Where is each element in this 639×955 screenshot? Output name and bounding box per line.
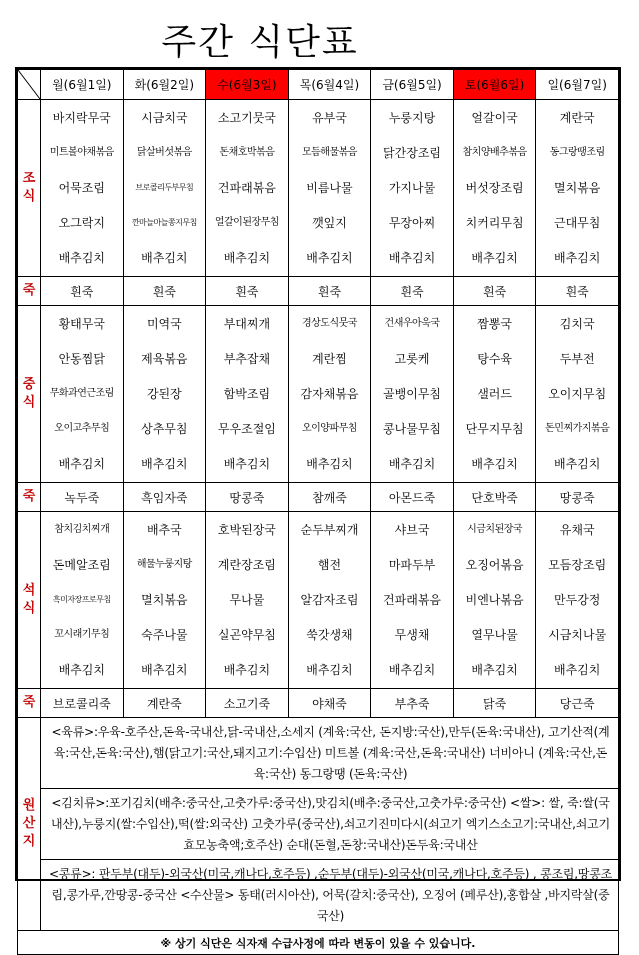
lunch-cell — [123, 306, 206, 483]
menu-table — [17, 69, 619, 955]
dish-item: 무화과연근조림 — [49, 387, 114, 399]
breakfast-juk-row — [18, 277, 619, 306]
breakfast-cell — [41, 100, 124, 277]
dish-item: 계란찜 — [312, 351, 347, 366]
dish-item: 배추김치 — [388, 251, 436, 266]
breakfast-cell — [453, 100, 536, 277]
page-title: 주간 식단표 — [161, 22, 359, 63]
juk-item: 참깨죽 — [288, 483, 371, 512]
dish-item: 모듬장조림 — [548, 557, 607, 572]
dish-item: 얼갈이된장무침 — [214, 217, 279, 229]
dish-item: 건파래볶음 — [383, 592, 442, 607]
dish-item: 참치양배추볶음 — [462, 146, 527, 158]
dinner-cell — [123, 512, 206, 689]
notice-text: ※ 상기 식단은 식자재 수급사정에 따라 변동이 있을 수 있습니다. — [18, 931, 619, 955]
dish-item: 소고기뭇국 — [217, 110, 276, 125]
dish-item: 멸치볶음 — [554, 180, 601, 195]
breakfast-cell — [536, 100, 619, 277]
dish-item: 상추무침 — [141, 422, 188, 437]
day-header-row — [18, 70, 619, 100]
dinner-cell — [206, 512, 289, 689]
dish-item: 김치국 — [559, 316, 595, 331]
dish-item: 강된장 — [146, 386, 182, 401]
dish-item: 오이고추무침 — [54, 423, 110, 435]
juk-item: 당근죽 — [536, 689, 619, 718]
dinner-cell — [536, 512, 619, 689]
dish-item: 황태무국 — [58, 316, 105, 331]
dish-item: 모듬해물볶음 — [301, 146, 357, 158]
day-header: 일(6월7일) — [536, 70, 619, 100]
day-header: 수(6월3일) — [206, 70, 289, 100]
dish-item: 배추김치 — [554, 457, 601, 472]
dish-item: 배추김치 — [554, 251, 601, 266]
dish-item: 배추국 — [146, 522, 182, 537]
dish-item: 근대무침 — [554, 216, 601, 231]
dish-item: 버섯장조림 — [465, 180, 524, 195]
juk-item: 흰죽 — [206, 277, 289, 306]
dinner-cell — [288, 512, 371, 689]
dish-item: 어묵조림 — [58, 180, 105, 195]
dish-item: 오징어볶음 — [465, 557, 524, 572]
juk-item: 흰죽 — [288, 277, 371, 306]
dish-item: 건파래볶음 — [217, 180, 276, 195]
dish-item: 제육볶음 — [141, 351, 188, 366]
dish-item: 돈민찌가지볶음 — [545, 423, 610, 435]
dish-item: 배추김치 — [554, 663, 601, 678]
dish-item: 비름나물 — [306, 180, 353, 195]
dish-item: 브로콜리두부무침 — [135, 182, 194, 192]
dish-item: 배추김치 — [58, 251, 105, 266]
dish-item: 배추김치 — [471, 251, 518, 266]
dish-item: 숙주나물 — [141, 628, 188, 643]
dish-item: 배추김치 — [58, 457, 105, 472]
corner-cell — [18, 70, 41, 100]
dish-item: 계란장조림 — [217, 557, 276, 572]
juk-item: 흰죽 — [371, 277, 454, 306]
juk-item: 흰죽 — [41, 277, 124, 306]
origin-beans-seafood: <콩류>: 판두부(대두)-외국산(미국,캐나다,호주등) ,순두부(대두)-외국산(미국,캐나다,호주등) , 콩조림,땅콩조림,콩가루,깐땅콩-중국산 <수산물> 동태(러시아산), 어묵(갈치:중국산), 오징어 (페루산),홍합살 ,바지락살(중국산) — [48, 867, 613, 923]
dish-item: 배추김치 — [471, 663, 518, 678]
dish-item: 부추잡채 — [223, 351, 271, 366]
lunch-cell — [41, 306, 124, 483]
juk-item: 아몬드죽 — [371, 483, 454, 512]
breakfast-cell — [288, 100, 371, 277]
day-header: 금(6월5일) — [371, 70, 454, 100]
breakfast-cell — [206, 100, 289, 277]
juk-item: 부추죽 — [371, 689, 454, 718]
dinner-row — [18, 512, 619, 689]
dish-item: 돈메알조림 — [52, 557, 111, 572]
juk-item: 계란죽 — [123, 689, 206, 718]
juk-item: 닭죽 — [453, 689, 536, 718]
dish-item: 배추김치 — [388, 663, 436, 678]
juk-item: 야채죽 — [288, 689, 371, 718]
juk-label: 죽 — [18, 483, 41, 512]
juk-item: 단호박죽 — [453, 483, 536, 512]
dish-item: 오이지무침 — [548, 386, 607, 401]
juk-item: 땅콩죽 — [536, 483, 619, 512]
lunch-row — [18, 306, 619, 483]
dish-item: 배추김치 — [471, 457, 518, 472]
juk-item: 브로콜리죽 — [41, 689, 124, 718]
dish-item: 계란국 — [559, 110, 595, 125]
dish-item: 알감자조림 — [300, 592, 359, 607]
dish-item: 해물누룽지탕 — [136, 558, 192, 570]
lunch-cell — [371, 306, 454, 483]
dish-item: 콩나물무침 — [383, 422, 442, 437]
juk-item: 소고기죽 — [206, 689, 289, 718]
dish-item: 열무나물 — [471, 628, 518, 643]
dish-item: 동그랑땡조림 — [549, 146, 605, 158]
breakfast-cell — [371, 100, 454, 277]
dish-item: 배추김치 — [388, 457, 436, 472]
notice-row — [18, 931, 619, 955]
weekly-menu-sheet — [15, 67, 621, 950]
lunch-cell — [288, 306, 371, 483]
dish-item: 부대찌개 — [223, 316, 271, 331]
dish-item: 배추김치 — [223, 663, 271, 678]
dish-item: 함박조림 — [223, 386, 271, 401]
juk-label: 죽 — [18, 689, 41, 718]
dish-item: 샤브국 — [394, 522, 430, 537]
origin-row — [18, 718, 619, 931]
dish-item: 오그락지 — [58, 216, 105, 231]
dish-item: 유채국 — [559, 522, 595, 537]
breakfast-label: 조 식 — [18, 100, 41, 277]
origin-kimchi-rice: <김치류>:포기김치(배추:중국산,고춧가루:중국산),맛김치(배추:중국산,고춧가루:중국산) <쌀>: 쌀, 죽:쌀(국내산),누룽지(쌀:수입산),떡(쌀:외국산) 고춧가루(중국산),쇠고기진미다시(쇠고기 엑기스소고기:국내산,쇠고기효모농축액;호주산) 순대(돈혈,돈창:국내산)돈두육:국내산 — [41, 789, 618, 860]
dish-item: 탕수육 — [477, 351, 512, 366]
dish-item: 가지나물 — [388, 180, 436, 195]
dinner-juk-row — [18, 689, 619, 718]
dish-item: 배추김치 — [306, 663, 353, 678]
lunch-cell — [536, 306, 619, 483]
dish-item: 오이양파무침 — [301, 423, 357, 435]
dish-item: 배추김치 — [306, 457, 353, 472]
dinner-cell — [453, 512, 536, 689]
dish-item: 누룽지탕 — [388, 110, 436, 125]
dish-item: 닭살버섯볶음 — [136, 146, 192, 158]
dish-item: 배추김치 — [141, 663, 188, 678]
dinner-cell — [41, 512, 124, 689]
dish-item: 호박된장국 — [217, 522, 276, 537]
dish-item: 무생채 — [394, 628, 430, 643]
dish-item: 단무지무침 — [465, 422, 524, 437]
dish-item: 멸치볶음 — [141, 592, 188, 607]
dish-item: 깐마늘마늘쫑지무침 — [131, 218, 197, 228]
lunch-cell — [453, 306, 536, 483]
dish-item: 깻잎지 — [312, 216, 347, 231]
dish-item: 배추김치 — [223, 457, 271, 472]
dish-item: 배추김치 — [306, 251, 353, 266]
dish-item: 꼬시래기무침 — [54, 629, 110, 641]
dinner-cell — [371, 512, 454, 689]
dish-item: 경상도식뭇국 — [301, 317, 357, 329]
dish-item: 순두부찌개 — [300, 522, 359, 537]
dish-item: 안동찜닭 — [58, 351, 105, 366]
juk-label: 죽 — [18, 277, 41, 306]
juk-item: 흰죽 — [453, 277, 536, 306]
dish-item: 미트볼야채볶음 — [49, 146, 114, 158]
breakfast-cell — [123, 100, 206, 277]
day-header: 월(6월1일) — [41, 70, 124, 100]
dish-item: 돈채호박볶음 — [219, 146, 275, 158]
dish-item: 얼갈이국 — [471, 110, 518, 125]
dish-item: 비엔나볶음 — [465, 592, 524, 607]
lunch-label: 중 식 — [18, 306, 41, 483]
dish-item: 샐러드 — [477, 386, 512, 401]
dish-item: 무나물 — [229, 592, 265, 607]
juk-item: 땅콩죽 — [206, 483, 289, 512]
dish-item: 쑥갓생채 — [306, 628, 353, 643]
dish-item: 바지락무국 — [52, 110, 111, 125]
dish-item: 고롯케 — [394, 351, 430, 366]
dish-item: 치커리무침 — [465, 216, 524, 231]
day-header: 화(6월2일) — [123, 70, 206, 100]
dish-item: 두부전 — [559, 351, 595, 366]
dish-item: 감자채볶음 — [300, 386, 359, 401]
dish-item: 건새우아욱국 — [384, 317, 440, 329]
dish-item: 참치김치찌개 — [54, 523, 110, 535]
origin-label: 원 산 지 — [18, 718, 41, 931]
dish-item: 만두강정 — [554, 592, 601, 607]
dish-item: 시금치국 — [141, 110, 188, 125]
diagonal-line-icon — [18, 70, 40, 99]
juk-item: 흰죽 — [536, 277, 619, 306]
dish-item: 배추김치 — [141, 457, 188, 472]
dish-item: 흑미자장프로무침 — [52, 594, 111, 604]
breakfast-row — [18, 100, 619, 277]
juk-item: 흰죽 — [123, 277, 206, 306]
dish-item: 유부국 — [312, 110, 347, 125]
dish-item: 무장아찌 — [388, 216, 436, 231]
day-header: 목(6월4일) — [288, 70, 371, 100]
dinner-label: 석 식 — [18, 512, 41, 689]
origin-info — [41, 718, 619, 931]
dish-item: 햄전 — [317, 557, 342, 572]
dish-item: 배추김치 — [223, 251, 271, 266]
dish-item: 골뱅이무침 — [383, 386, 442, 401]
dish-item: 시금치나물 — [548, 628, 607, 643]
dish-item: 실곤약무침 — [217, 628, 276, 643]
lunch-cell — [206, 306, 289, 483]
dish-item: 배추김치 — [141, 251, 188, 266]
day-header: 토(6월6일) — [453, 70, 536, 100]
origin-meat: <육류>:우육-호주산,돈육-국내산,닭-국내산,소세지 (계육:국산, 돈지방:국산),만두(돈육:국내산), 고기산적(계육:국산,돈육:국산),햄(닭고기:국산,돼지고기:수입산) 미트볼 (계육:국산,돈육:국내산) 너비아니 (계육:국산,돈육:국산) 동그랑땡 (돈육:국산) — [41, 718, 618, 789]
juk-item: 흑임자죽 — [123, 483, 206, 512]
dish-item: 짬뽕국 — [477, 316, 512, 331]
dish-item: 닭간장조림 — [383, 145, 442, 160]
dish-item: 미역국 — [146, 316, 182, 331]
dish-item: 마파두부 — [388, 557, 436, 572]
dish-item: 배추김치 — [58, 663, 105, 678]
dish-item: 무우조절임 — [217, 422, 276, 437]
dish-item: 시금치된장국 — [467, 523, 523, 535]
lunch-juk-row — [18, 483, 619, 512]
juk-item: 녹두죽 — [41, 483, 124, 512]
